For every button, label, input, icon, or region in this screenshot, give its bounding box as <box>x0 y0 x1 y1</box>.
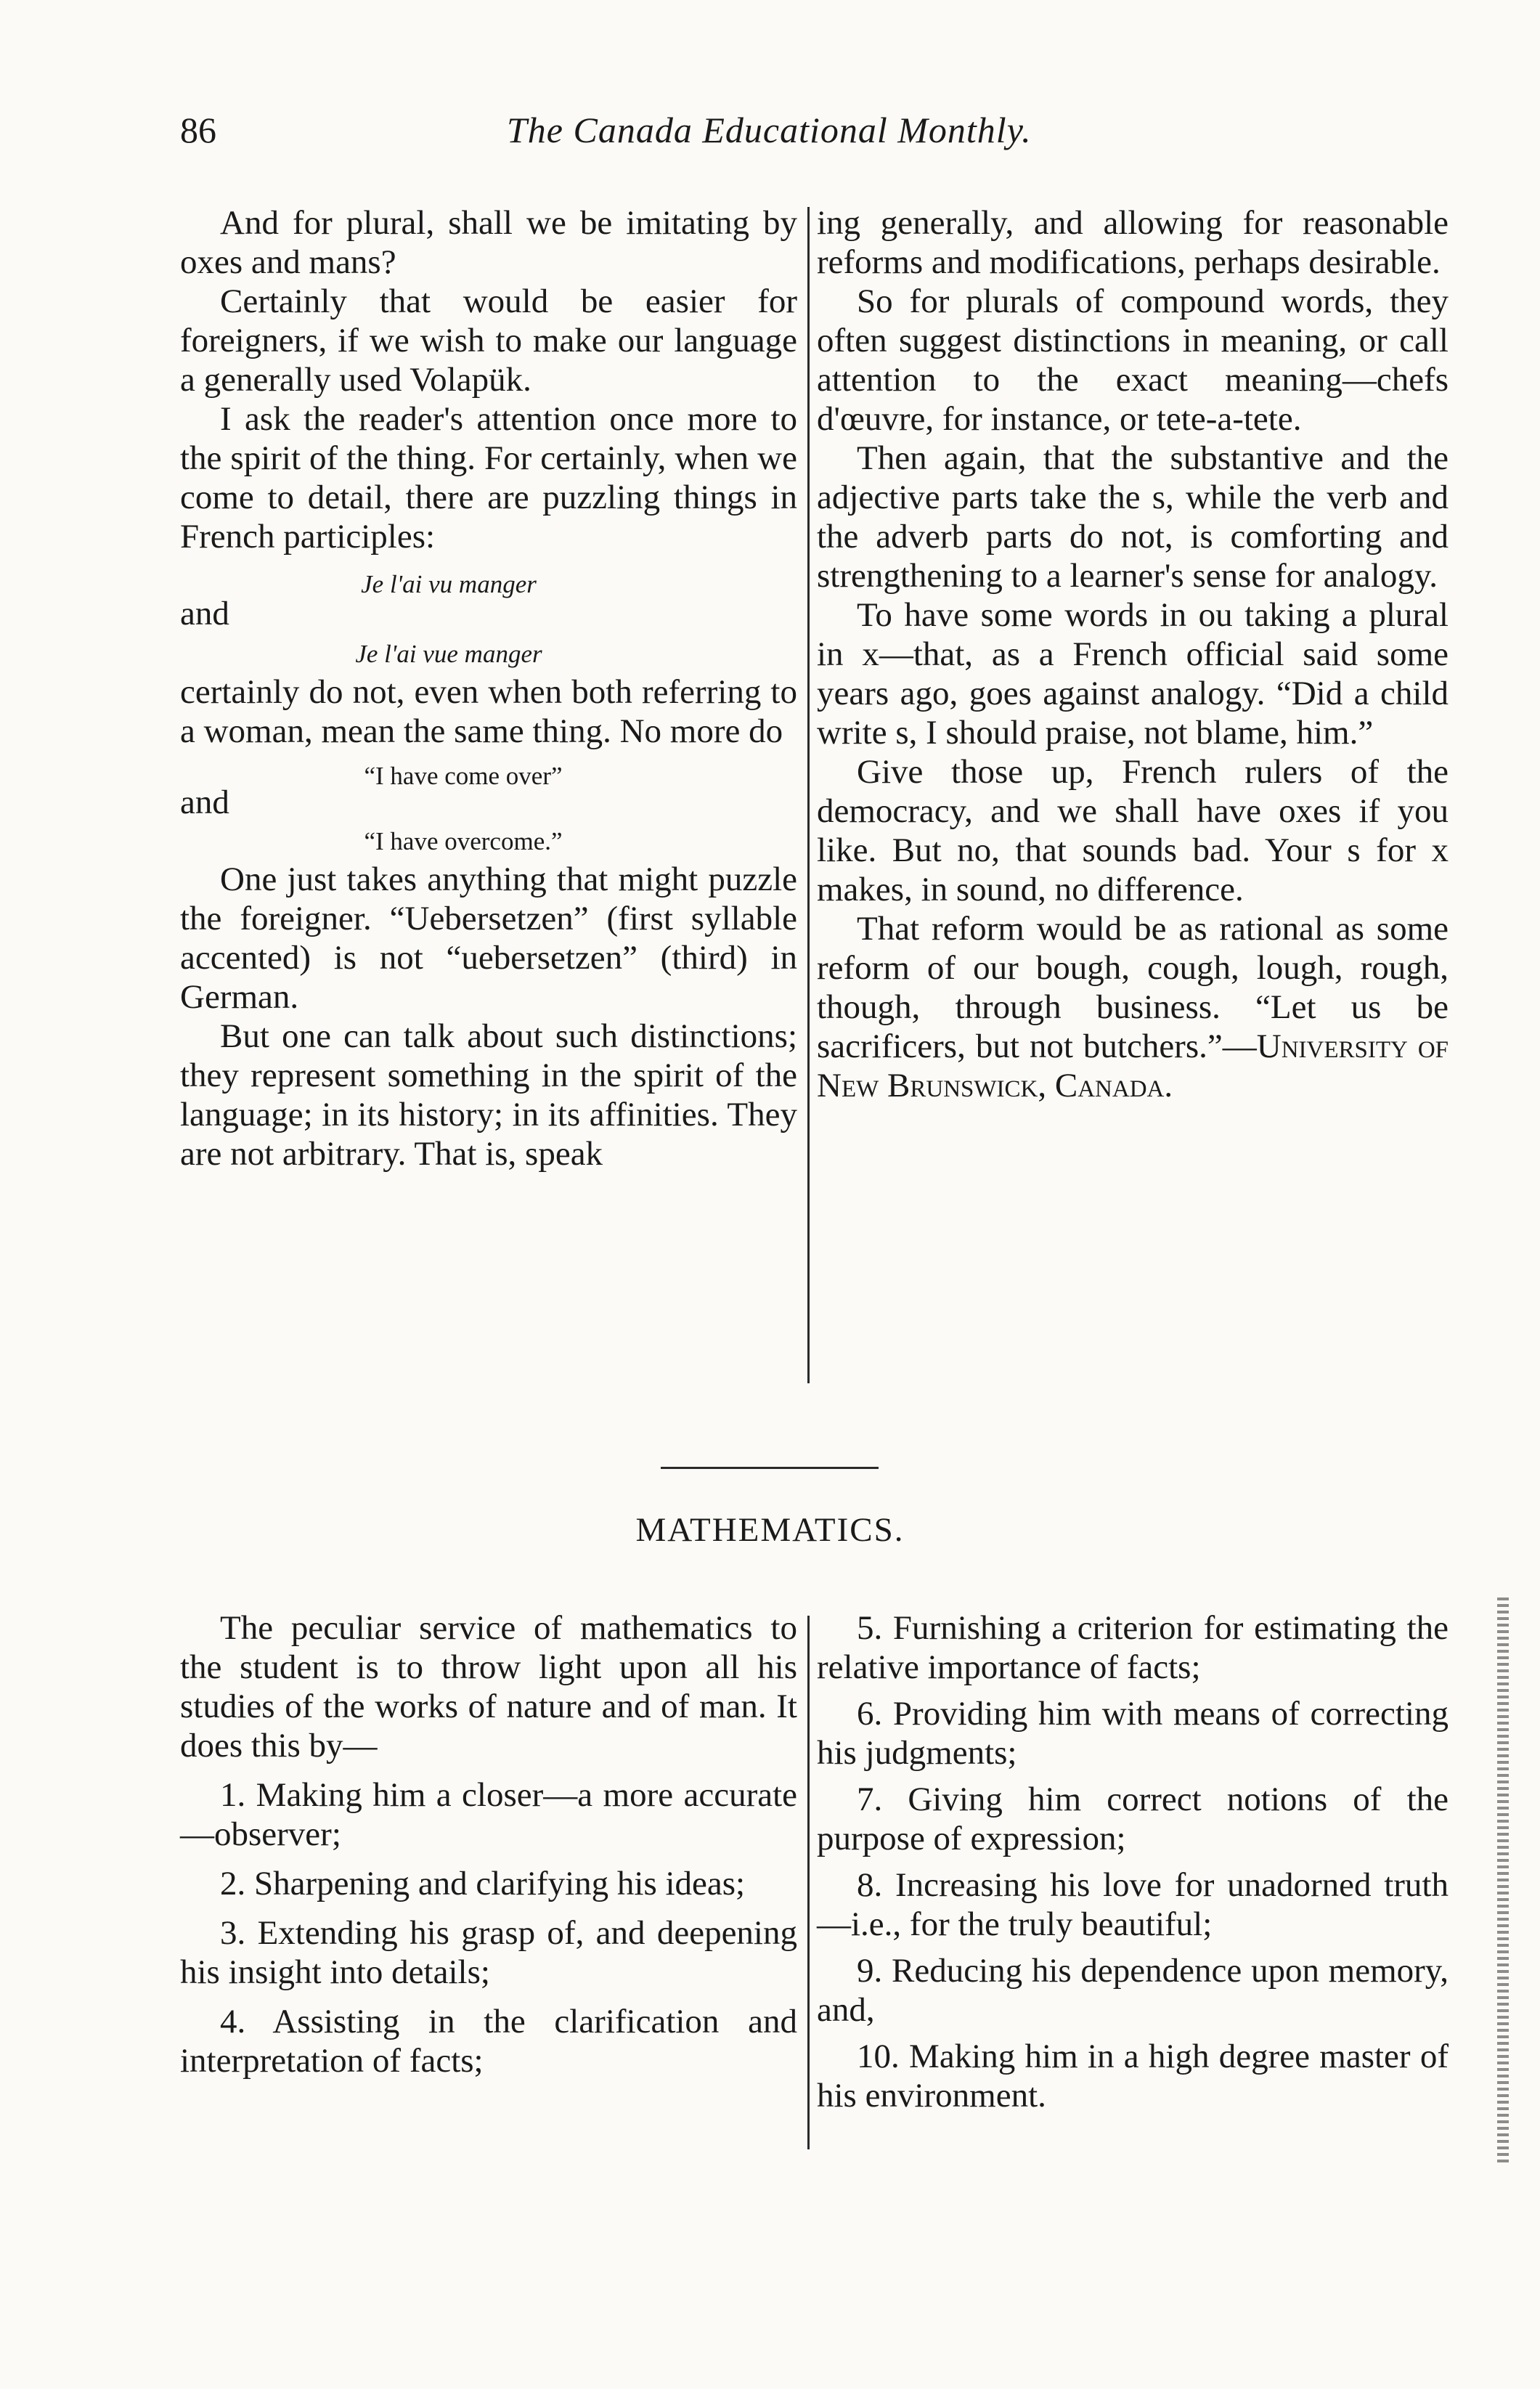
paragraph: Certainly that would be easier for foreigners, if we wish to make our language a generally used Volapük. <box>180 282 797 399</box>
math-column-right <box>817 1608 1449 2115</box>
column-divider <box>807 1616 810 2149</box>
example-line: Je l'ai vu manger <box>361 570 537 598</box>
list-item: 5. Furnishing a criterion for estimating the relative importance of facts; <box>817 1609 1449 1686</box>
scan-edge-mark <box>1497 1598 1509 2164</box>
paragraph: I ask the reader's attention once more to the spirit of the thing. For certainly, when we come to detail, there are puzzling things in French participles: <box>180 400 797 555</box>
list-item: 8. Increasing his love for unadorned truth—i.e., for the truly beautiful; <box>817 1866 1449 1943</box>
paragraph: Give those up, French rulers of the democracy, and we shall have oxes if you like. But no, that sounds bad. Your s for x makes, in sound, no difference. <box>817 753 1449 908</box>
paragraph: But one can talk about such distinctions; they represent something in the spirit of the language; in its history; in its affinities. They are not arbitrary. That is, speak <box>180 1017 797 1173</box>
list-item: 6. Providing him with means of correcting his judgments; <box>817 1695 1449 1772</box>
paragraph: To have some words in ou taking a plural in x—that, as a French official said some years ago, goes against analogy. “Did a child write s, I should praise, not blame, him.” <box>817 596 1449 752</box>
paragraph: The peculiar service of mathematics to the student is to throw light upon all his studies of the works of nature and of man. It does this by— <box>180 1609 797 1765</box>
section-rule <box>661 1467 879 1469</box>
example-pair-french <box>180 556 797 672</box>
paragraph: And for plural, shall we be imitating by oxes and mans? <box>180 204 797 281</box>
paragraph: certainly do not, even when both referring to a woman, mean the same thing. No more do <box>180 673 797 750</box>
list-item: 4. Assisting in the clarification and interpretation of facts; <box>180 2003 797 2080</box>
section-heading: MATHEMATICS. <box>635 1511 905 1549</box>
example-line: Je l'ai vue manger <box>355 640 542 668</box>
article-column-left <box>180 203 797 1173</box>
list-item: 9. Reducing his dependence upon memory, and, <box>817 1952 1449 2029</box>
example-line: “I have come over” <box>364 762 563 790</box>
page-header <box>180 109 1451 167</box>
list-item: 10. Making him in a high degree master of his environment. <box>817 2038 1449 2115</box>
math-column-left <box>180 1608 797 2080</box>
conjunction: and <box>180 595 229 632</box>
example-line: “I have overcome.” <box>364 827 563 855</box>
list-item: 7. Giving him correct notions of the purpose of expression; <box>817 1780 1449 1857</box>
list-item: 1. Making him a closer—a more accurate—observer; <box>180 1776 797 1853</box>
conjunction: and <box>180 784 229 821</box>
paragraph: One just takes anything that might puzzle the foreigner. “Uebersetzen” (first syllable accented) is not “uebersetzen” (third) in German. <box>180 860 797 1016</box>
paragraph <box>817 909 1449 1105</box>
article-column-right <box>817 203 1449 1105</box>
list-item: 3. Extending his grasp of, and deepening his insight into details; <box>180 1914 797 1991</box>
paragraph-text: That reform would be as rational as some reform of our bough, cough, lough, rough, though, through business. “Let us be sacrificers, but not butchers.” <box>817 910 1449 1065</box>
list-item: 2. Sharpening and clarifying his ideas; <box>220 1865 746 1902</box>
author-signature: —University of New Brunswick, Canada. <box>817 1027 1449 1104</box>
column-divider <box>807 207 810 1383</box>
paragraph: Then again, that the substantive and the adjective parts take the s, while the verb and the adverb parts do not, is comforting and strengthening to a learner's sense for analogy. <box>817 439 1449 595</box>
page-number: 86 <box>180 110 216 150</box>
example-pair-english <box>180 751 797 860</box>
paragraph: So for plurals of compound words, they often suggest distinctions in meaning, or call attention to the exact meaning—chefs d'œuvre, for instance, or tete-a-tete. <box>817 282 1449 438</box>
paragraph: ing generally, and allowing for reasonable reforms and modifications, perhaps desirable. <box>817 204 1449 281</box>
running-title: The Canada Educational Monthly. <box>507 110 1032 150</box>
